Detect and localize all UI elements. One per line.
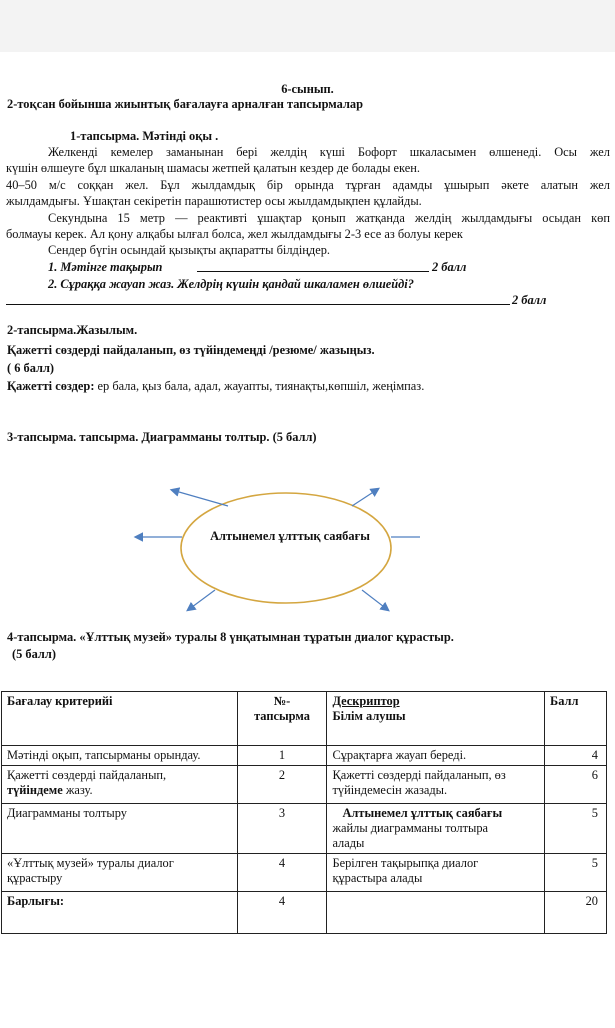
top-bar (0, 0, 615, 52)
total-label: Барлығы: (2, 892, 238, 934)
row-score: 5 (545, 804, 607, 854)
header-criteria: Бағалау критерийі (2, 692, 238, 746)
answer-line (6, 304, 510, 305)
task1-text-line: Секундына 15 метр — реактивті ұшақтар қонып жатқанда желдің жылдамдығы осыдан көп (48, 211, 610, 225)
task2-words (7, 379, 424, 393)
diagram-center-label: Алтынемел ұлттық саябағы (210, 529, 370, 543)
task2-instruction: Қажетті сөздерді пайдаланып, өз түйіндемеңді /резюме/ жазыңыз. (7, 343, 375, 357)
task4-heading: 4-тапсырма. «Ұлттық музей» туралы 8 үнқатымнан тұратын диалог құрастыр. (7, 630, 454, 644)
table-row (2, 804, 607, 854)
row-task: 4 (237, 854, 327, 892)
diagram-ellipse (181, 493, 391, 603)
row-score: 5 (545, 854, 607, 892)
task1-text-line: Желкенді кемелер заманынан бері желдің күші Бофорт шкаласымен өлшенеді. Осы жел (48, 145, 610, 159)
task2-points: ( 6 балл) (7, 361, 55, 375)
assessment-criteria-table (1, 691, 607, 934)
task2-heading: 2-тапсырма.Жазылым. (7, 323, 138, 337)
row-task: 1 (237, 746, 327, 766)
row-criteria: Қажетті сөздерді пайдаланып, түйіндеме жазу. (2, 766, 238, 804)
row-criteria: «Ұлттық музей» туралы диалог құрастыру (2, 854, 238, 892)
task1-text-line: күшін өлшеуге бұл шкаланың шамасы жетпей қалатын кездер де болады екен. (6, 161, 420, 175)
table-total-row (2, 892, 607, 934)
diagram-arrow (188, 590, 215, 610)
cluster-diagram (120, 470, 420, 630)
table-header-row (2, 692, 607, 746)
task1-text-line: Сендер бүгін осындай қызықты ақпаратты білдіңдер. (48, 243, 330, 257)
diagram-arrow (352, 489, 378, 506)
row-score: 6 (545, 766, 607, 804)
row-task: 3 (237, 804, 327, 854)
task2-words-list: ер бала, қыз бала, адал, жауапты, тиянақты,көпшіл, жеңімпаз. (94, 379, 425, 393)
task2-words-label: Қажетті сөздер: (7, 379, 95, 393)
row-task: 2 (237, 766, 327, 804)
total-score: 20 (545, 892, 607, 934)
answer-line (197, 271, 429, 272)
question-1-score: 2 балл (432, 260, 467, 274)
total-task: 4 (237, 892, 327, 934)
task4-points: (5 балл) (12, 647, 56, 661)
task1-text-line: 40–50 м/с соққан жел. Бұл жылдамдық бір орында тұрған адамды ұшырып әкете алатын жел (6, 178, 610, 192)
row-descriptor: Сұрақтарға жауап береді. (327, 746, 545, 766)
row-descriptor: Берілген тақырыпқа диалог құрастыра алады (327, 854, 545, 892)
row-criteria: Мәтінді оқып, тапсырманы орындау. (2, 746, 238, 766)
header-task-number: №- тапсырма (237, 692, 327, 746)
row-descriptor: Қажетті сөздерді пайдаланып, өз түйіндемесін жазады. (327, 766, 545, 804)
task1-question-1: 1. Мәтінге тақырып (48, 260, 163, 274)
table-row (2, 766, 607, 804)
row-descriptor: Алтынемел ұлттық саябағы жайлы диаграмманы толтыра алады (327, 804, 545, 854)
task1-text-line: жылдамдығы. Ұшақтан секіретін парашютистер осы жылдамдықпен құлайды. (6, 194, 422, 208)
table-row (2, 854, 607, 892)
header-score: Балл (545, 692, 607, 746)
task3-heading: 3-тапсырма. тапсырма. Диаграмманы толтыр. (5 балл) (7, 430, 317, 444)
total-descriptor (327, 892, 545, 934)
task1-text-line: болмауы керек. Ал қону алқабы ылғал болса, жел жылдамдығы 2-3 есе аз болуы керек (6, 227, 463, 241)
diagram-arrow (362, 590, 388, 610)
task1-question-2: 2. Сұраққа жауап жаз. Желдрің күшін қандай шкаламен өлшейді? (48, 277, 414, 291)
document-title: 2-тоқсан бойынша жиынтық бағалауға арналған тапсырмалар (7, 97, 364, 111)
grade-title: 6-сынып. (281, 82, 334, 96)
table-row (2, 746, 607, 766)
task1-heading: 1-тапсырма. Мәтінді оқы . (70, 129, 219, 143)
diagram-arrow (172, 490, 228, 506)
row-criteria: Диаграмманы толтыру (2, 804, 238, 854)
header-descriptor: Дескриптор Білім алушы (327, 692, 545, 746)
question-2-score: 2 балл (512, 293, 547, 307)
row-score: 4 (545, 746, 607, 766)
